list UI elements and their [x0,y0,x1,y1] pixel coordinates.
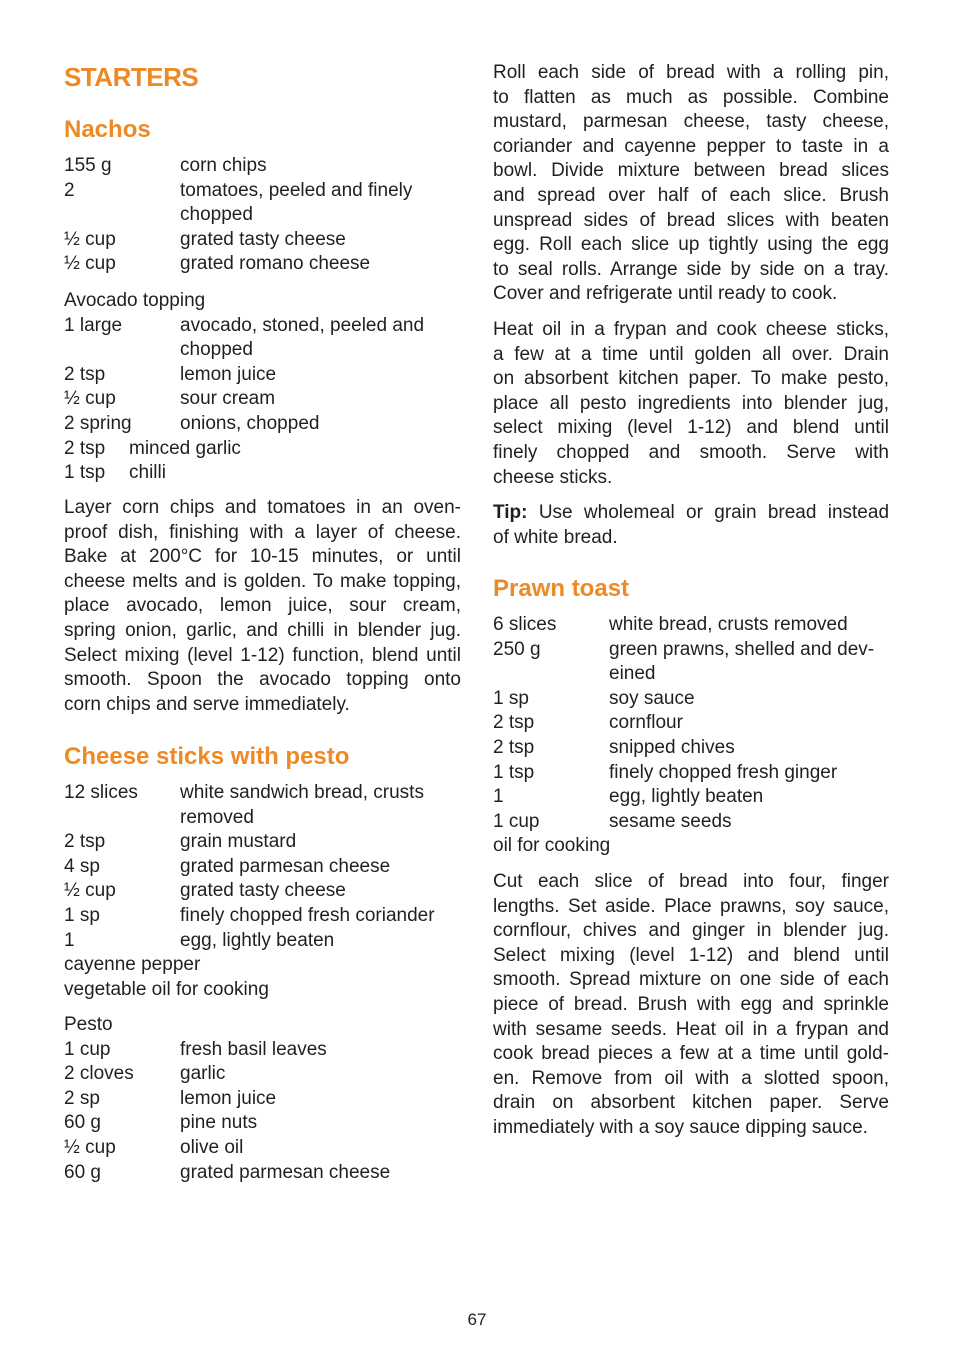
avocado-topping-ingredients [64,289,461,486]
prawn-toast-ingredients [493,613,889,859]
ingredient-qty: 1 sp [493,687,529,709]
ingredient-item: olive oil [180,1136,244,1158]
ingredient-row [493,687,889,712]
ingredient-item-continued: chopped [180,204,253,226]
method-line: finely chopped and smooth. Serve with [493,441,889,463]
ingredient-qty: ½ cup [64,253,116,275]
ingredient-qty: 4 sp [64,855,100,877]
ingredient-item: grated romano cheese [180,253,371,275]
ingredient-qty: 1 [64,929,75,951]
ingredient-row [493,785,889,810]
ingredient-item: soy sauce [609,687,695,709]
ingredient-qty: 2 tsp [64,363,106,385]
ingredient-qty: ½ cup [64,1136,116,1158]
method-line: place all pesto ingredients into blender jug, [493,392,889,414]
method-line: on absorbent kitchen paper. To make pesto, [493,368,889,390]
ingredient-qty: ½ cup [64,880,116,902]
method-line: place avocado, lemon juice, sour cream, [64,595,461,617]
method-line: spring onion, garlic, and chilli in blender jug. [64,619,461,641]
ingredient-item: chilli [129,462,166,484]
ingredient-item: garlic [180,1063,226,1085]
ingredient-qty-spacer [64,806,180,831]
ingredient-qty: 155 g [64,155,112,176]
ingredient-qty: 1 tsp [493,761,535,783]
ingredient-item: grain mustard [180,831,297,853]
method-line: corn chips and serve immediately. [64,693,350,715]
ingredient-qty-spacer [64,203,180,228]
ingredient-item: pine nuts [180,1112,258,1134]
ingredient-row [64,154,461,179]
ingredient-row [64,855,461,880]
ingredient-row [64,830,461,855]
method-line: Roll each side of bread with a rolling pin, [493,62,889,83]
method-line: proof dish, finishing with a layer of cheese. [64,521,461,543]
ingredient-item: snipped chives [609,736,735,758]
ingredient-row [64,1062,461,1087]
ingredient-item: fresh basil leaves [180,1038,327,1060]
ingredient-row [64,461,461,486]
ingredient-row [64,929,461,954]
ingredient-item: corn chips [180,155,267,176]
method-line: piece of bread. Brush with egg and sprinkle [493,993,889,1015]
ingredient-item: minced garlic [129,437,241,459]
ingredient-item-continued: eined [609,663,656,685]
method-line: drain on absorbent kitchen paper. Serve [493,1092,889,1114]
ingredient-row-continued [64,203,461,228]
ingredient-item: grated parmesan cheese [180,855,391,877]
prawn-toast-method [493,870,889,1141]
ingredient-row [64,1087,461,1112]
ingredient-item: grated tasty cheese [180,228,346,250]
ingredient-qty: 1 sp [64,904,100,926]
ingredient-qty: 250 g [493,638,541,660]
method-line: Layer corn chips and tomatoes in an oven- [64,497,461,518]
tip-line: of white bread. [493,526,618,548]
ingredient-item: grated tasty cheese [180,880,346,902]
recipe-heading-cheese-sticks: Cheese sticks with pesto [64,743,350,770]
method-line: a few at a time until golden all over. Drain [493,343,889,365]
ingredient-row [64,387,461,412]
method-line: to seal rolls. Arrange side by side on a tray. [493,258,889,280]
ingredient-row-continued [493,662,889,687]
method-line: Select mixing (level 1-12) function, blend until [64,644,461,666]
ingredient-qty: ½ cup [64,388,116,410]
ingredient-qty-spacer [64,338,180,363]
tip-note [493,501,889,550]
method-line: smooth. Spoon the avocado topping onto [64,669,461,691]
tip-line [493,501,889,526]
ingredient-row [64,412,461,437]
method-line: egg. Roll each slice up tightly using the egg [493,234,889,256]
nachos-method [64,496,461,717]
ingredient-row [64,437,461,462]
ingredient-row [493,613,889,638]
ingredient-item: egg, lightly beaten [180,929,335,951]
ingredient-qty-spacer [493,662,609,687]
ingredient-row [64,879,461,904]
ingredient-item: lemon juice [180,1087,277,1109]
method-line: cook bread pieces a few at a time until gold- [493,1043,889,1065]
ingredient-row [64,1038,461,1063]
ingredient-qty: 2 tsp [493,712,535,734]
method-line: unspread sides of bread slices with beaten [493,209,889,231]
ingredient-row-continued [64,806,461,831]
cheese-sticks-ingredients [64,781,461,1002]
ingredient-extra: oil for cooking [493,835,611,857]
method-line: immediately with a soy sauce dipping sauce. [493,1116,868,1138]
ingredient-row [64,314,461,339]
ingredient-item: onions, chopped [180,412,320,434]
recipe-heading-prawn-toast: Prawn toast [493,575,630,602]
ingredient-qty: 2 [64,179,75,201]
page-number: 67 [467,1310,487,1329]
ingredient-row [493,736,889,761]
ingredient-item-continued: chopped [180,339,253,361]
ingredient-item: finely chopped fresh coriander [180,904,435,926]
ingredient-qty: 60 g [64,1112,101,1134]
ingredient-qty: 1 cup [493,810,540,832]
ingredient-qty: 2 tsp [64,831,106,853]
ingredient-qty: 1 cup [64,1038,111,1060]
ingredient-item: egg, lightly beaten [609,786,764,808]
method-line: smooth. Spread mixture on one side of each [493,969,889,991]
ingredient-qty: 1 [493,786,504,808]
ingredient-qty: 2 sp [64,1087,100,1109]
ingredient-row [64,781,461,806]
ingredient-item: white sandwich bread, crusts [180,782,424,803]
method-line: Cut each slice of bread into four, finger [493,871,889,892]
method-line: mustard, parmesan cheese, tasty cheese, [493,111,889,133]
method-line: coriander and cayenne pepper to taste in a [493,135,889,157]
ingredient-extra: vegetable oil for cooking [64,978,269,1000]
sub-list-label: Avocado topping [64,290,206,311]
ingredient-row [64,228,461,253]
pesto-ingredients [64,1013,461,1185]
ingredient-row [64,1136,461,1161]
ingredient-row [493,638,889,663]
sub-list-label: Pesto [64,1014,113,1035]
ingredient-qty: ½ cup [64,228,116,250]
recipe-heading-nachos: Nachos [64,116,151,143]
ingredient-item: avocado, stoned, peeled and [180,314,425,336]
ingredient-row [64,179,461,204]
tip-text: Use wholemeal or grain bread instead [538,502,890,523]
ingredient-qty: 2 spring [64,412,132,434]
method-line: bowl. Divide mixture between bread slices [493,160,889,182]
ingredient-qty: 6 slices [493,614,557,635]
ingredient-row [493,711,889,736]
ingredient-row [64,1111,461,1136]
ingredient-extra: cayenne pepper [64,954,201,976]
ingredient-row [64,252,461,277]
ingredient-item: white bread, crusts removed [609,614,848,635]
ingredient-qty: 1 large [64,314,123,336]
ingredient-row [493,761,889,786]
ingredient-item: finely chopped fresh ginger [609,761,838,783]
ingredient-item: sour cream [180,388,276,410]
method-line: cheese melts and is golden. To make topping, [64,570,461,592]
ingredient-item-continued: removed [180,806,254,828]
ingredient-qty: 60 g [64,1161,101,1183]
method-line: Bake at 200°C for 10-15 minutes, or until [64,546,461,568]
ingredient-row-continued [64,338,461,363]
method-line: en. Remove from oil with a slotted spoon, [493,1067,889,1089]
ingredient-item: tomatoes, peeled and finely [180,179,413,201]
ingredient-item: green prawns, shelled and dev- [609,638,875,660]
tip-label: Tip: [493,502,528,523]
ingredient-qty: 1 tsp [64,462,106,484]
ingredient-item: lemon juice [180,363,277,385]
page-title: STARTERS [64,62,199,92]
ingredient-row [64,363,461,388]
ingredient-row [64,904,461,929]
cheese-sticks-method-2 [493,318,889,490]
ingredient-qty: 2 tsp [493,736,535,758]
method-line: select mixing (level 1-12) and blend until [493,417,889,439]
ingredient-item: sesame seeds [609,810,732,832]
cheese-sticks-method [493,61,889,307]
method-line: cheese sticks. [493,466,613,488]
ingredient-row [64,1161,461,1186]
ingredient-qty: 2 tsp [64,437,106,459]
method-line: with sesame seeds. Heat oil in a frypan and [493,1018,889,1040]
ingredient-item: cornflour [609,712,683,734]
ingredient-item: grated parmesan cheese [180,1161,391,1183]
method-line: Heat oil in a frypan and cook cheese sticks, [493,319,889,340]
method-line: Select mixing (level 1-12) and blend until [493,944,889,966]
ingredient-qty: 2 cloves [64,1063,134,1085]
method-line: cornflour, chives and ginger in blender jug. [493,920,889,942]
method-line: and spread over half of each slice. Brush [493,184,889,206]
ingredient-row [493,810,889,835]
method-line: Cover and refrigerate until ready to cook. [493,283,838,305]
nachos-ingredients [64,154,461,277]
method-line: to flatten as much as possible. Combine [493,86,889,108]
ingredient-qty: 12 slices [64,782,138,803]
method-line: lengths. Set aside. Place prawns, soy sauce, [493,895,889,917]
